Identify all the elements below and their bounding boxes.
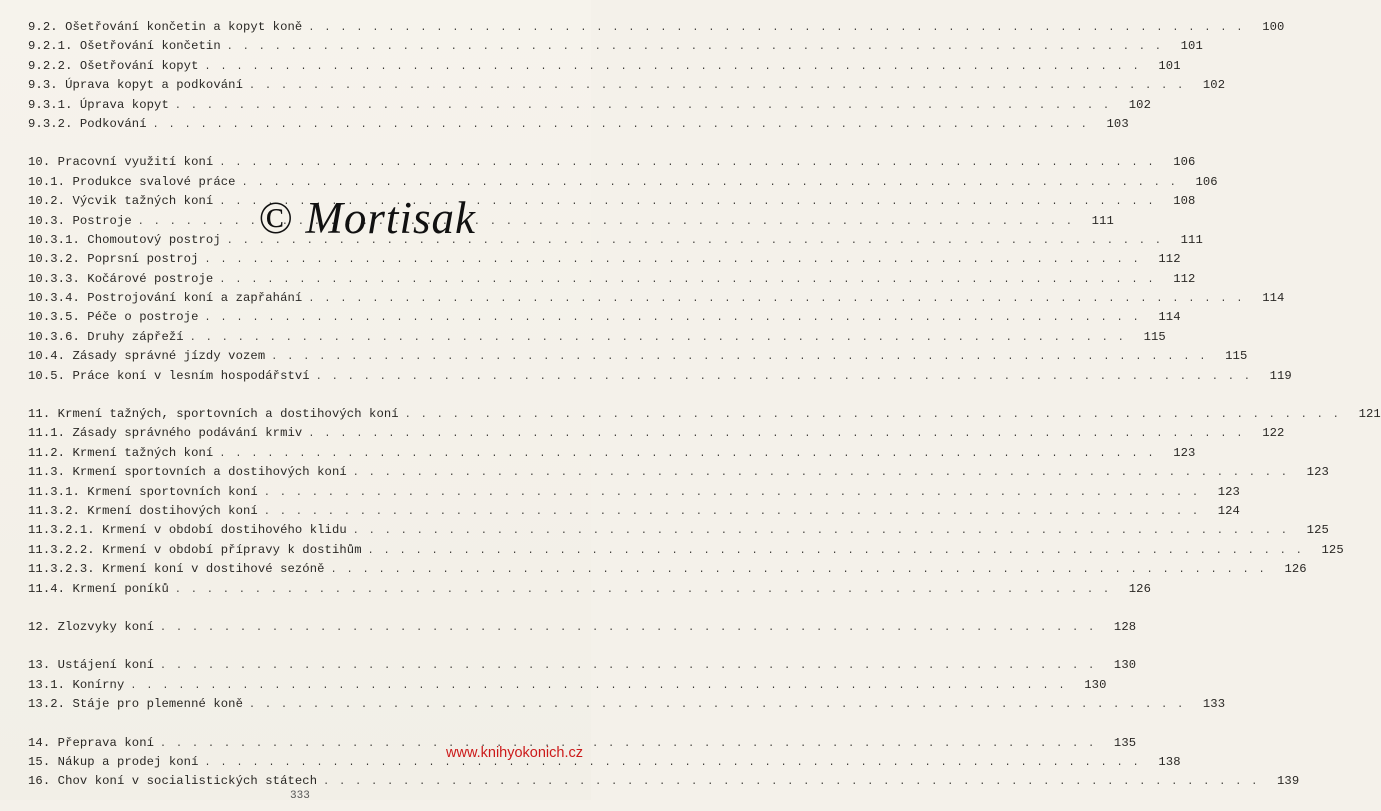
dot-leader: . . . . . . . . . . . . . . . . . . . . . . . . . . . . . . . . . . . . . . . . . . . . . . . . . . . . . . . . . . .: [308, 23, 1245, 34]
toc-entry-page: 100: [1262, 20, 1285, 34]
toc-entry-title: 10.1. Produkce svalové práce: [28, 174, 236, 189]
toc-entry: [28, 676, 1107, 695]
toc-entry: [28, 695, 1226, 714]
toc-entry-page: 125: [1321, 542, 1344, 557]
toc-entry: [28, 153, 1196, 172]
toc-entry-title: 16. Chov koní v socialistických státech: [28, 774, 318, 789]
dot-leader: . . . . . . . . . . . . . . . . . . . . . . . . . . . . . . . . . . . . . . . . . . . . . . . . . . . . . . . . . . .: [219, 274, 1156, 286]
toc-entry-page: 103: [1106, 116, 1129, 131]
toc-entry-page: 115: [1225, 349, 1248, 364]
toc-entry-title: 10.3.2. Poprsní postroj: [28, 252, 199, 267]
toc-entry-title: 11.2. Krmení tažných koní: [28, 445, 214, 460]
toc-entry: [28, 502, 1240, 521]
dot-leader: . . . . . . . . . . . . . . . . . . . . . . . . . . . . . . . . . . . . . . . . . . . . . . . . . . . . . . . . . . .: [323, 777, 1260, 789]
toc-entry: [28, 37, 1203, 56]
toc-entry-title: 10.5. Práce koní v lesním hospodářství: [28, 368, 310, 383]
dot-leader: . . . . . . . . . . . . . . . . . . . . . . . . . . . . . . . . . . . . . . . . . . . . . . . . . . . . . . . . . . .: [174, 584, 1111, 596]
toc-entry-title: 11.4. Krmení poníků: [28, 581, 169, 596]
toc-entry-title: 9.3.1. Úprava kopyt: [28, 97, 169, 112]
toc-entry-title: 11.3.2.2. Krmení v období přípravy k dostihům: [28, 542, 362, 557]
dot-leader: . . . . . . . . . . . . . . . . . . . . . . . . . . . . . . . . . . . . . . . . . . . . . . . . . . . . . . . . . . .: [308, 429, 1245, 441]
dot-leader: . . . . . . . . . . . . . . . . . . . . . . . . . . . . . . . . . . . . . . . . . . . . . . . . . . . . . . . . . . .: [352, 468, 1289, 480]
dot-leader: . . . . . . . . . . . . . . . . . . . . . . . . . . . . . . . . . . . . . . . . . . . . . . . . . . . . . . . . . . .: [308, 294, 1245, 306]
toc-entry-title: 11.3.1. Krmení sportovních koní: [28, 484, 258, 499]
dot-leader: . . . . . . . . . . . . . . . . . . . . . . . . . . . . . . . . . . . . . . . . . . . . . . . . . . . . . . . . . . .: [271, 352, 1208, 364]
dot-leader: . . . . . . . . . . . . . . . . . . . . . . . . . . . . . . . . . . . . . . . . . . . . . . . . . . . . . . . . . . .: [174, 100, 1111, 112]
table-of-contents: [28, 18, 1381, 811]
toc-section: [28, 405, 1381, 599]
dot-leader: . . . . . . . . . . . . . . . . . . . . . . . . . . . . . . . . . . . . . . . . . . . . . . . . . . . . . . . . . . .: [352, 526, 1289, 538]
toc-entry-page: 106: [1173, 155, 1196, 170]
toc-entry-title: 13. Ustájení koní: [28, 658, 155, 673]
toc-entry: [28, 405, 1381, 424]
toc-entry-title: 11.3.2. Krmení dostihových koní: [28, 503, 258, 518]
dot-leader: . . . . . . . . . . . . . . . . . . . . . . . . . . . . . . . . . . . . . . . . . . . . . . . . . . . . . . . . . . .: [226, 235, 1163, 247]
toc-entry-page: 111: [1091, 213, 1114, 228]
toc-entry-page: 126: [1284, 562, 1307, 577]
toc-entry: [28, 618, 1137, 637]
toc-entry-page: 114: [1262, 291, 1285, 306]
toc-entry-title: 12. Zlozvyky koní: [28, 619, 155, 634]
toc-entry-page: 130: [1084, 677, 1107, 692]
toc-entry-title: 10. Pracovní využití koní: [28, 155, 214, 170]
toc-entry: [28, 521, 1329, 540]
toc-entry-page: 123: [1217, 484, 1240, 499]
dot-leader: . . . . . . . . . . . . . . . . . . . . . . . . . . . . . . . . . . . . . . . . . . . . . . . . . . . . . . . . . . .: [160, 661, 1097, 673]
toc-entry: [28, 541, 1344, 560]
toc-entry-page: 119: [1269, 368, 1292, 383]
toc-entry: [28, 772, 1300, 791]
toc-entry-page: 133: [1202, 697, 1226, 712]
dot-leader: . . . . . . . . . . . . . . . . . . . . . . . . . . . . . . . . . . . . . . . . . . . . . . . . . . . . . . . . . . .: [226, 42, 1163, 54]
toc-entry: [28, 250, 1181, 269]
site-url: www.knihyokonich.cz: [446, 745, 583, 761]
toc-entry: [28, 328, 1166, 347]
toc-entry: [28, 560, 1307, 579]
dot-leader: . . . . . . . . . . . . . . . . . . . . . . . . . . . . . . . . . . . . . . . . . . . . . . . . . . . . . . . . . . .: [367, 545, 1304, 557]
dot-leader: . . . . . . . . . . . . . . . . . . . . . . . . . . . . . . . . . . . . . . . . . . . . . . . . . . . . . . . . . . .: [160, 622, 1097, 634]
toc-entry-title: 9.3.2. Podkování: [28, 116, 147, 131]
toc-entry: [28, 347, 1248, 366]
toc-entry-title: 9.2.1. Ošetřování končetin: [28, 39, 221, 54]
toc-entry-title: 11.3.2.1. Krmení v období dostihového klidu: [28, 523, 347, 538]
toc-entry-title: 9.2. Ošetřování končetin a kopyt koně: [28, 20, 303, 34]
dot-leader: . . . . . . . . . . . . . . . . . . . . . . . . . . . . . . . . . . . . . . . . . . . . . . . . . . . . . . . . . . .: [263, 487, 1200, 499]
toc-entry: [28, 76, 1226, 95]
toc-entry-title: 13.1. Konírny: [28, 677, 125, 692]
toc-entry-title: 10.2. Výcvik tažných koní: [28, 194, 214, 209]
dot-leader: . . . . . . . . . . . . . . . . . . . . . . . . . . . . . . . . . . . . . . . . . . . . . . . . . . . . . . . . . . .: [204, 313, 1141, 325]
toc-entry-page: 123: [1306, 465, 1329, 480]
toc-entry-title: 9.2.2. Ošetřování kopyt: [28, 58, 199, 73]
toc-section: [28, 618, 1137, 637]
toc-entry-title: 15. Nákup a prodej koní: [28, 754, 199, 769]
toc-entry: [28, 463, 1329, 482]
toc-entry-page: 111: [1180, 232, 1203, 247]
toc-entry-page: 101: [1158, 58, 1181, 73]
toc-entry-title: 10.4. Zásady správné jízdy vozem: [28, 349, 266, 364]
toc-entry: [28, 444, 1196, 463]
toc-entry-page: 138: [1158, 754, 1181, 769]
toc-entry-page: 112: [1158, 252, 1181, 267]
dot-leader: . . . . . . . . . . . . . . . . . . . . . . . . . . . . . . . . . . . . . . . . . . . . . . . . . . . . . . . . . . .: [404, 410, 1341, 422]
copyright-watermark: © Mortisak: [258, 193, 476, 243]
toc-entry-page: 125: [1306, 523, 1329, 538]
toc-entry-title: 11.3. Krmení sportovních a dostihových koní: [28, 465, 347, 480]
toc-entry: [28, 308, 1181, 327]
toc-entry-title: 11.1. Zásady správného podávání krmiv: [28, 426, 303, 441]
dot-leader: . . . . . . . . . . . . . . . . . . . . . . . . . . . . . . . . . . . . . . . . . . . . . . . . . . . . . . . . . . .: [130, 680, 1067, 692]
toc-entry-page: 106: [1195, 174, 1218, 189]
toc-entry-title: 10.3.1. Chomoutový postroj: [28, 232, 221, 247]
toc-entry-title: 9.3. Úprava kopyt a podkování: [28, 78, 243, 93]
toc-entry-page: 139: [1277, 774, 1300, 789]
dot-leader: . . . . . . . . . . . . . . . . . . . . . . . . . . . . . . . . . . . . . . . . . . . . . . . . . . . . . . . . . . .: [219, 448, 1156, 460]
toc-entry: [28, 580, 1151, 599]
dot-leader: . . . . . . . . . . . . . . . . . . . . . . . . . . . . . . . . . . . . . . . . . . . . . . . . . . . . . . . . . . .: [263, 506, 1200, 518]
page-number: 333: [290, 790, 310, 802]
toc-entry-page: 126: [1128, 581, 1151, 596]
toc-entry-title: 11.3.2.3. Krmení koní v dostihové sezóně: [28, 562, 325, 577]
toc-entry-page: 115: [1143, 329, 1166, 344]
toc-entry: [28, 289, 1285, 308]
toc-entry-page: 130: [1113, 658, 1137, 673]
toc-entry-page: 122: [1262, 426, 1285, 441]
toc-entry: [28, 57, 1181, 76]
toc-entry: [28, 173, 1218, 192]
toc-entry: [28, 367, 1292, 386]
toc-section: [28, 153, 1292, 386]
toc-section: [28, 656, 1226, 714]
toc-entry-page: 114: [1158, 310, 1181, 325]
toc-entry: [28, 18, 1285, 37]
toc-entry-page: 135: [1113, 735, 1137, 750]
dot-leader: . . . . . . . . . . . . . . . . . . . . . . . . . . . . . . . . . . . . . . . . . . . . . . . . . . . . . . . . . . .: [189, 332, 1126, 344]
dot-leader: . . . . . . . . . . . . . . . . . . . . . . . . . . . . . . . . . . . . . . . . . . . . . . . . . . . . . . . . . . .: [204, 255, 1141, 267]
toc-entry-title: 10.3.6. Druhy zápřeží: [28, 329, 184, 344]
toc-entry-page: 102: [1128, 97, 1151, 112]
toc-entry-title: 10.3.5. Péče o postroje: [28, 310, 199, 325]
dot-leader: . . . . . . . . . . . . . . . . . . . . . . . . . . . . . . . . . . . . . . . . . . . . . . . . . . . . . . . . . . .: [204, 757, 1141, 769]
dot-leader: . . . . . . . . . . . . . . . . . . . . . . . . . . . . . . . . . . . . . . . . . . . . . . . . . . . . . . . . . . .: [315, 371, 1252, 383]
toc-entry: [28, 270, 1196, 289]
dot-leader: . . . . . . . . . . . . . . . . . . . . . . . . . . . . . . . . . . . . . . . . . . . . . . . . . . . . . . . . . . .: [241, 177, 1178, 189]
toc-entry-page: 112: [1173, 271, 1196, 286]
toc-section: [28, 734, 1300, 792]
toc-entry-page: 101: [1180, 39, 1203, 54]
toc-entry-title: 11. Krmení tažných, sportovních a dostihových koní: [28, 407, 399, 422]
toc-entry-page: 124: [1217, 503, 1240, 518]
dot-leader: . . . . . . . . . . . . . . . . . . . . . . . . . . . . . . . . . . . . . . . . . . . . . . . . . . . . . . . . . . .: [330, 565, 1267, 577]
dot-leader: . . . . . . . . . . . . . . . . . . . . . . . . . . . . . . . . . . . . . . . . . . . . . . . . . . . . . . . . . . .: [152, 119, 1089, 131]
toc-entry: [28, 483, 1240, 502]
toc-entry-page: 108: [1173, 194, 1196, 209]
dot-leader: . . . . . . . . . . . . . . . . . . . . . . . . . . . . . . . . . . . . . . . . . . . . . . . . . . . . . . . . . . .: [219, 197, 1156, 209]
dot-leader: . . . . . . . . . . . . . . . . . . . . . . . . . . . . . . . . . . . . . . . . . . . . . . . . . . . . . . . . . . .: [249, 81, 1186, 93]
dot-leader: . . . . . . . . . . . . . . . . . . . . . . . . . . . . . . . . . . . . . . . . . . . . . . . . . . . . . . . . . . .: [219, 158, 1156, 170]
toc-entry-page: 102: [1202, 78, 1226, 93]
dot-leader: . . . . . . . . . . . . . . . . . . . . . . . . . . . . . . . . . . . . . . . . . . . . . . . . . . . . . . . . . . .: [137, 216, 1074, 228]
toc-entry-title: 10.3.4. Postrojování koní a zapřahání: [28, 291, 303, 306]
toc-section: [28, 18, 1285, 134]
toc-entry-title: 14. Přeprava koní: [28, 735, 155, 750]
toc-entry: [28, 656, 1137, 675]
dot-leader: . . . . . . . . . . . . . . . . . . . . . . . . . . . . . . . . . . . . . . . . . . . . . . . . . . . . . . . . . . .: [204, 61, 1141, 73]
toc-entry: [28, 115, 1129, 134]
dot-leader: . . . . . . . . . . . . . . . . . . . . . . . . . . . . . . . . . . . . . . . . . . . . . . . . . . . . . . . . . . .: [249, 700, 1186, 712]
toc-entry-page: 121: [1358, 407, 1381, 422]
dot-leader: . . . . . . . . . . . . . . . . . . . . . . . . . . . . . . . . . . . . . . . . . . . . . . . . . . . . . . . . . . .: [160, 738, 1097, 750]
toc-entry: [28, 424, 1285, 443]
toc-entry-page: 123: [1173, 445, 1196, 460]
toc-entry-title: 13.2. Stáje pro plemenné koně: [28, 697, 243, 712]
toc-entry-title: 10.3.3. Kočárové postroje: [28, 271, 214, 286]
toc-entry: [28, 96, 1151, 115]
toc-entry-page: 128: [1113, 619, 1137, 634]
toc-entry-title: 10.3. Postroje: [28, 213, 132, 228]
